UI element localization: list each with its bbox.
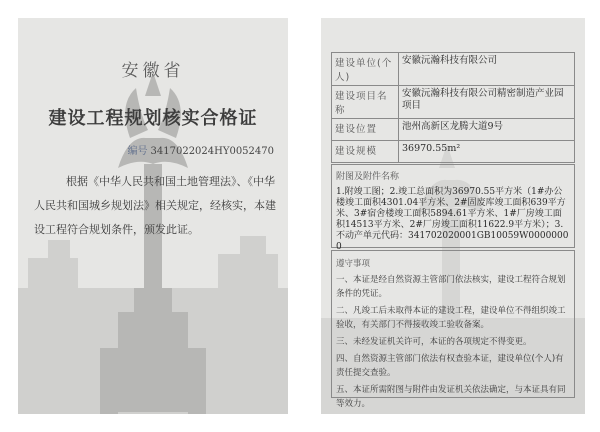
serial-label: 编号 [127,146,148,157]
field-label-location: 建设位置 [332,119,399,141]
compliance-notes-section [331,250,575,409]
certificate-title: 建设工程规划核实合格证 [48,108,258,129]
table-row [332,141,575,163]
field-label-builder: 建设单位(个人) [332,53,399,86]
notes-list [336,273,570,414]
attachments-content: 1.附竣工图；2.竣工总面积为36970.55平方米（1#办公楼竣工面积4301.04平方米、2#固废库竣工面积639平方米、3#宿舍楼竣工面积5894.61平方米、1#厂房竣工面积14513平方米、2#厂房竣工面积11622.9平方米）；3.不动产单元代码：341702020001GB10059W00000000 [336,187,569,252]
field-label-project-name: 建设项目名称 [332,86,399,119]
attachments-heading: 附图及附件名称 [336,172,400,182]
field-value-builder: 安徽沅瀚科技有限公司 [399,53,575,86]
notes-heading: 遵守事项 [336,259,371,269]
province-heading: 安徽省 [121,61,185,81]
field-value-location: 池州高新区龙腾大道9号 [399,119,575,141]
note-item-3: 三、未经发证机关许可，本证的各项规定不得变更。 [336,337,532,347]
attachments-section [331,164,575,252]
certificate-cover-page [18,18,288,414]
project-info-table [331,52,575,163]
field-label-scale: 建设规模 [332,141,399,163]
note-item-4: 四、自然资源主管部门依法有权查验本证，建设单位(个人)有责任提交查验。 [336,354,564,378]
note-item-1: 一、本证是经自然资源主管部门依法核实，建设工程符合规划条件的凭证。 [336,275,566,299]
table-row [332,86,575,119]
field-value-project-name: 安徽沅瀚科技有限公司精密制造产业园项目 [399,86,575,119]
serial-number-line [128,142,274,157]
table-row [332,53,575,86]
certification-statement: 根据《中华人民共和国土地管理法》、《中华人民共和国城乡规划法》相关规定，经核实，本建设工程符合规划条件，颁发此证。 [34,175,276,236]
note-item-2: 二、凡竣工后未取得本证的建设工程，建设单位不得组织竣工验收，有关部门不得接收竣工验收备案。 [336,306,566,330]
field-value-scale: 36970.55m² [399,141,575,163]
table-row [332,119,575,141]
serial-number: 3417022024HY0052470 [150,146,274,157]
note-item-5: 五、本证所需附图与附件由发证机关依法确定，与本证具有同等效力。 [336,385,566,409]
certificate-details-page [321,18,585,414]
